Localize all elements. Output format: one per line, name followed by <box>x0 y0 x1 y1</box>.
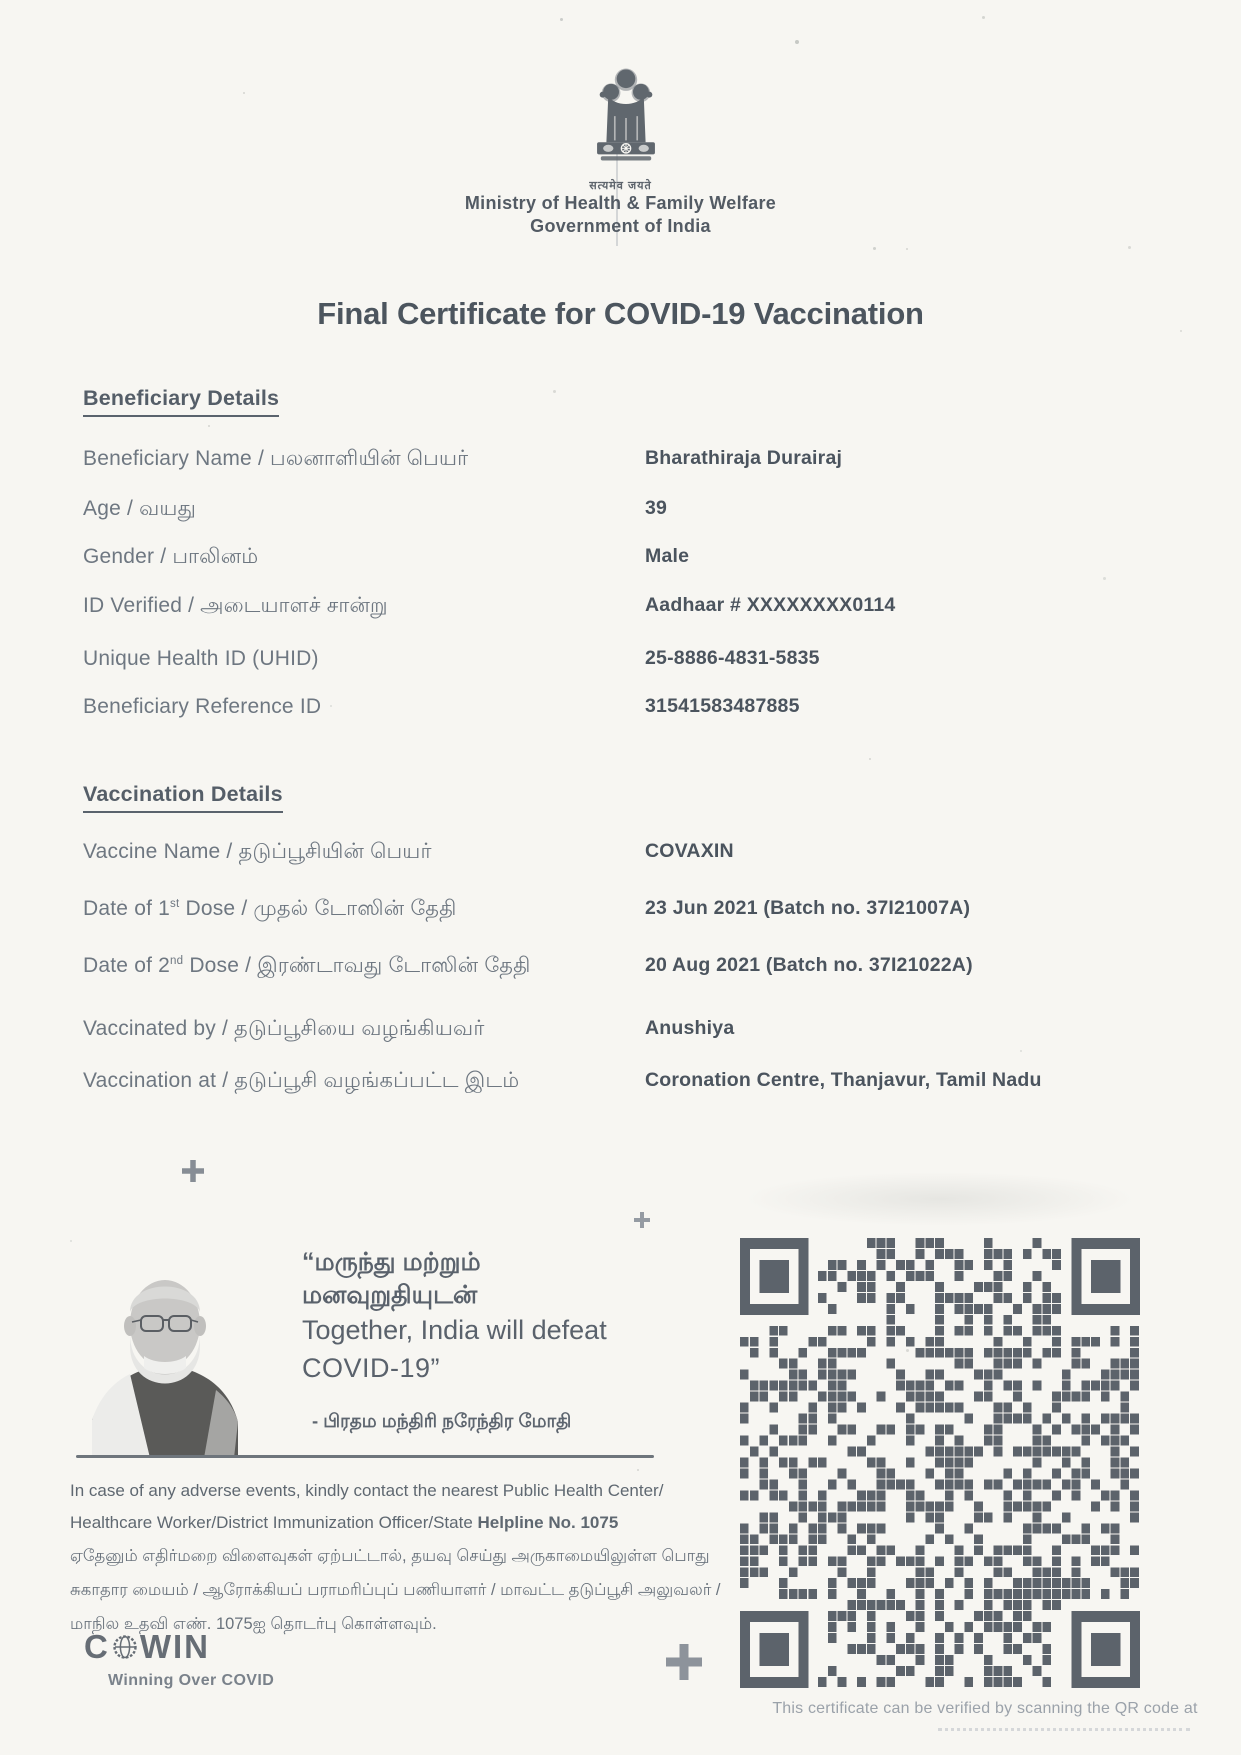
field-value: Bharathiraja Durairaj <box>645 447 843 469</box>
detail-row <box>0 954 1241 984</box>
field-label: Date of 1st Dose / முதல் டோஸின் தேதி <box>83 897 457 920</box>
cut-off-url-remnant <box>938 1728 1190 1731</box>
field-label: Gender / பாலினம் <box>83 545 259 568</box>
quote-tamil-line2: மனவுறுதியுடன் <box>302 1281 478 1309</box>
ministry-name: Ministry of Health & Family Welfare <box>464 193 777 213</box>
detail-row <box>0 447 1241 477</box>
detail-row <box>0 695 1241 725</box>
detail-row <box>0 545 1241 575</box>
emblem-caption: सत्यमेव जयते <box>589 180 652 192</box>
detail-row <box>0 497 1241 527</box>
quote-tamil-line1: “மருந்து மற்றும் <box>302 1248 481 1276</box>
detail-row <box>0 897 1241 927</box>
field-value: 23 Jun 2021 (Batch no. 37I21007A) <box>645 897 971 919</box>
field-value: Coronation Centre, Thanjavur, Tamil Nadu <box>645 1069 1042 1091</box>
scan-speckle <box>906 248 908 250</box>
advisory-tamil-line3: மாநில உதவி எண். 1075ஐ தொடர்பு கொள்ளவும். <box>70 1615 437 1633</box>
field-value: Male <box>645 545 690 567</box>
scan-speckle <box>873 247 876 250</box>
field-label: Age / வயது <box>83 497 196 520</box>
detail-row <box>0 1017 1241 1047</box>
qr-verify-caption: This certificate can be verified by scanning the QR code at <box>772 1700 1198 1717</box>
quote-attribution: - பிரதம மந்திரி நரேந்திர மோதி <box>312 1410 572 1431</box>
scan-speckle <box>70 1240 72 1242</box>
quote-english-line1: Together, India will defeat <box>302 1315 607 1345</box>
plus-crop-mark-icon <box>666 1644 702 1680</box>
helpline-number: Helpline No. 1075 <box>477 1513 619 1532</box>
field-label: Unique Health ID (UHID) <box>83 647 319 670</box>
plus-crop-mark-icon <box>634 1212 650 1228</box>
pm-quote-block <box>302 1248 662 1448</box>
field-label: ID Verified / அடையாளச் சான்று <box>83 594 388 617</box>
cowin-tagline: Winning Over COVID <box>108 1672 275 1689</box>
scan-speckle <box>869 758 871 760</box>
field-value: 31541583487885 <box>645 695 800 717</box>
scan-speckle <box>243 92 245 94</box>
scan-speckle <box>560 18 563 21</box>
pm-modi-photo <box>84 1250 246 1458</box>
field-value: Anushiya <box>645 1017 735 1039</box>
scan-speckle <box>982 16 985 19</box>
advisory-tamil-line2: சுகாதார மையம் / ஆரோக்கியப் பராமரிப்புப் பணியாளர் / மாவட்ட தடுப்பூசி அலுவலர் / <box>70 1581 721 1599</box>
advisory-english-line2-text: Healthcare Worker/District Immunization Officer/State <box>70 1513 478 1532</box>
government-name: Government of India <box>530 216 711 236</box>
field-label: Beneficiary Reference ID <box>83 695 322 718</box>
field-label: Beneficiary Name / பலனாளியின் பெயர் <box>83 447 469 470</box>
cowin-logo-text-pre: C <box>84 1628 110 1665</box>
advisory-english-line1: In case of any adverse events, kindly contact the nearest Public Health Center/ <box>70 1481 664 1500</box>
scan-smudge-artifact <box>745 1172 1135 1226</box>
quote-english-line2: COVID-19” <box>302 1353 441 1383</box>
vaccination-details-heading: Vaccination Details <box>83 782 283 813</box>
field-value: 39 <box>645 497 668 519</box>
detail-row <box>0 840 1241 870</box>
emblem-of-india-icon <box>584 62 668 174</box>
advisory-tamil-line1: ஏதேனும் எதிர்மறை விளைவுகள் ஏற்பட்டால், தயவு செய்து அருகாமையிலுள்ள பொது <box>70 1547 710 1565</box>
advisory-english-line2 <box>70 1513 618 1533</box>
field-label: Date of 2nd Dose / இரண்டாவது டோஸின் தேதி <box>83 954 531 977</box>
plus-crop-mark-icon <box>182 1160 204 1182</box>
field-value: Aadhaar # XXXXXXXX0114 <box>645 594 896 616</box>
scan-speckle <box>795 40 799 44</box>
field-label: Vaccination at / தடுப்பூசி வழங்கப்பட்ட இடம் <box>83 1069 520 1092</box>
field-value: 20 Aug 2021 (Batch no. 37I21022A) <box>645 954 973 976</box>
scan-speckle <box>1020 1050 1022 1052</box>
beneficiary-details-heading: Beneficiary Details <box>83 386 279 417</box>
scan-speckle <box>208 425 210 427</box>
detail-row <box>0 1069 1241 1099</box>
globe-icon <box>112 1634 138 1660</box>
field-label: Vaccine Name / தடுப்பூசியின் பெயர் <box>83 840 432 863</box>
qr-code <box>740 1238 1140 1688</box>
detail-row <box>0 594 1241 624</box>
certificate-title: Final Certificate for COVID-19 Vaccination <box>317 296 924 331</box>
detail-row <box>0 647 1241 677</box>
scan-speckle <box>1128 246 1131 249</box>
cowin-logo <box>84 1628 210 1666</box>
field-value: COVAXIN <box>645 840 734 862</box>
scan-speckle <box>637 1469 639 1471</box>
field-label: Vaccinated by / தடுப்பூசியை வழங்கியவர் <box>83 1017 485 1040</box>
scan-speckle <box>1103 577 1106 580</box>
section-divider-rule <box>76 1455 654 1458</box>
cowin-logo-text-post: WIN <box>139 1628 210 1665</box>
scan-speckle <box>553 390 556 393</box>
field-value: 25-8886-4831-5835 <box>645 647 820 669</box>
